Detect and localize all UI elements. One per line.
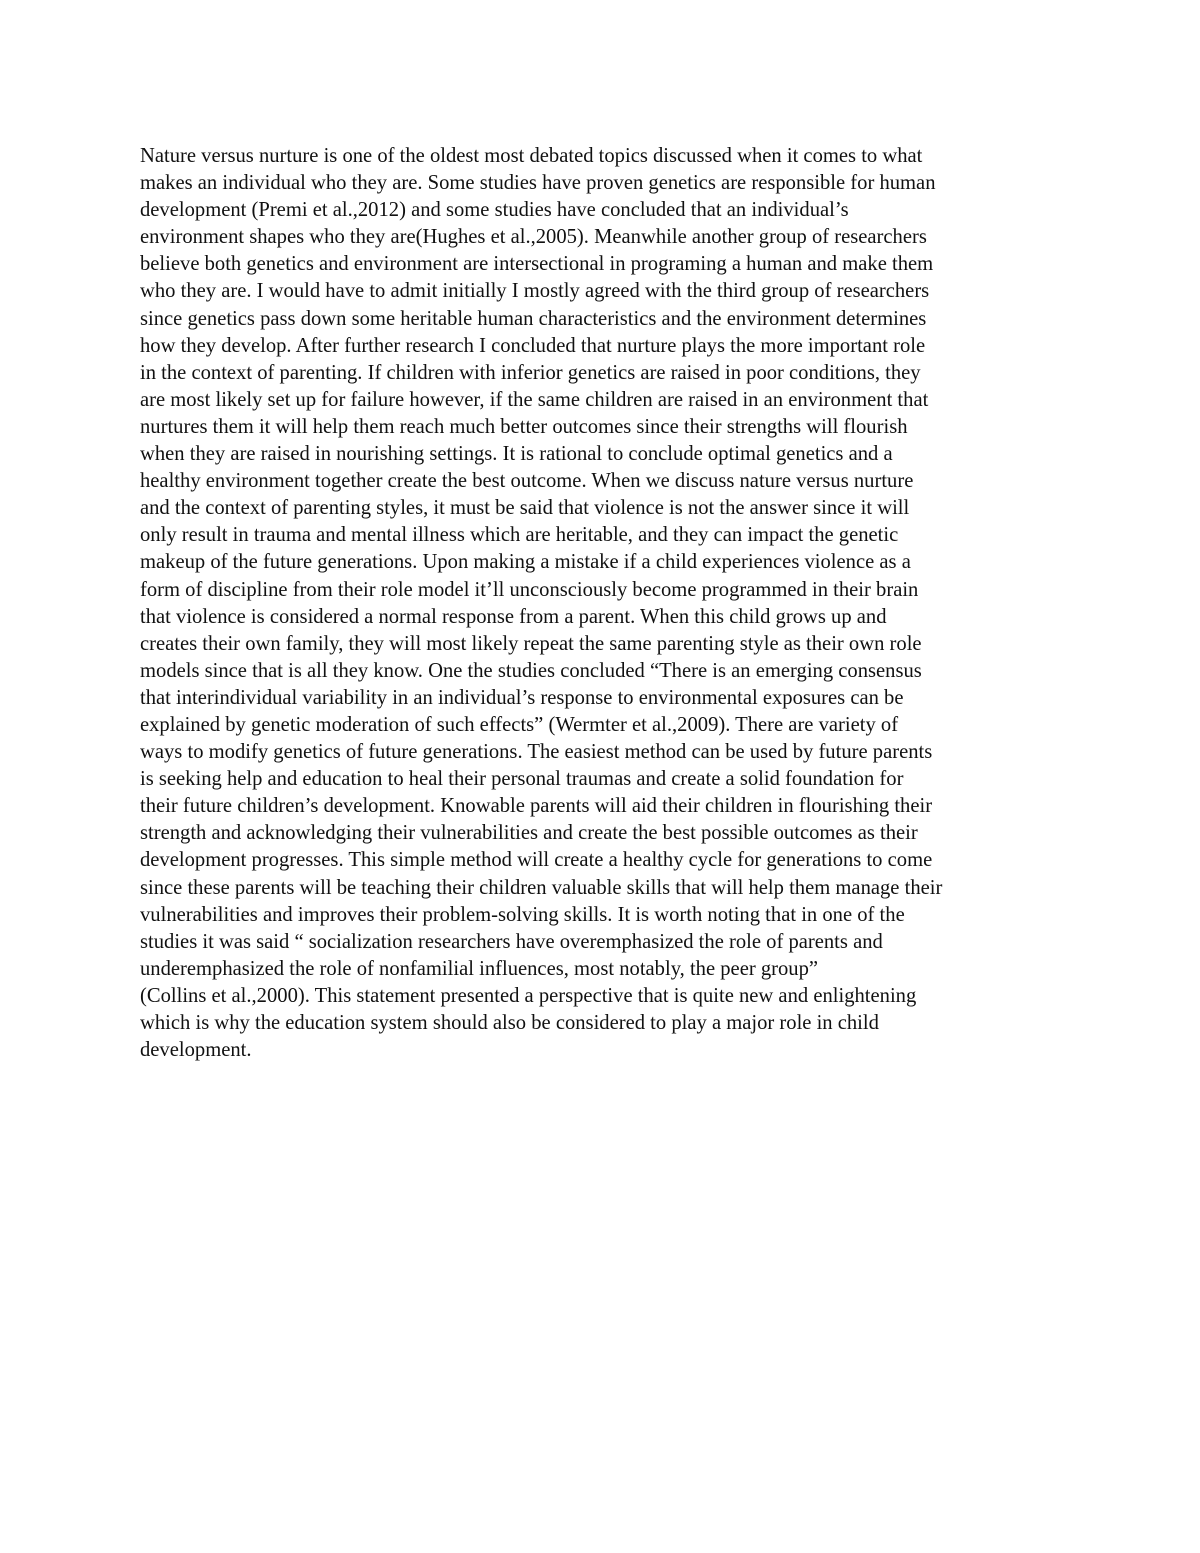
paragraph-line: that violence is considered a normal response from a parent. When this child grows up and: [140, 605, 887, 628]
paragraph-line: ways to modify genetics of future generations. The easiest method can be used by future parents: [140, 741, 933, 764]
paragraph-line: their future children’s development. Knowable parents will aid their children in flourishing their: [140, 795, 933, 818]
paragraph-line: makes an individual who they are. Some studies have proven genetics are responsible for human: [140, 172, 936, 195]
paragraph-line: studies it was said “ socialization researchers have overemphasized the role of parents and: [140, 930, 883, 953]
paragraph-line: creates their own family, they will most likely repeat the same parenting style as their own role: [140, 632, 922, 655]
paragraph-line: in the context of parenting. If children with inferior genetics are raised in poor conditions, they: [140, 361, 921, 384]
paragraph-line: who they are. I would have to admit initially I mostly agreed with the third group of researchers: [140, 280, 930, 303]
paragraph-line: is seeking help and education to heal their personal traumas and create a solid foundation for: [140, 768, 904, 791]
paragraph-line: since these parents will be teaching their children valuable skills that will help them manage their: [140, 876, 943, 899]
paragraph-line: which is why the education system should also be considered to play a major role in child: [140, 1012, 879, 1034]
paragraph-line: only result in trauma and mental illness which are heritable, and they can impact the genetic: [140, 524, 899, 547]
paragraph-line: and the context of parenting styles, it must be said that violence is not the answer since it will: [140, 497, 910, 520]
paragraph-line: underemphasized the role of nonfamilial influences, most notably, the peer group”: [140, 957, 819, 980]
paragraph-line: development progresses. This simple method will create a healthy cycle for generations to come: [140, 849, 933, 872]
paragraph-line: nurtures them it will help them reach much better outcomes since their strengths will flourish: [140, 415, 908, 438]
paragraph-line: vulnerabilities and improves their problem-solving skills. It is worth noting that in one of the: [140, 903, 905, 926]
paragraph-line: believe both genetics and environment are intersectional in programing a human and make them: [140, 253, 934, 276]
paragraph-line: makeup of the future generations. Upon making a mistake if a child experiences violence as a: [140, 551, 911, 574]
paragraph-line: development.: [140, 1039, 252, 1062]
paragraph-line: when they are raised in nourishing settings. It is rational to conclude optimal genetics and a: [140, 443, 893, 466]
paragraph-line: models since that is all they know. One the studies concluded “There is an emerging consensus: [140, 659, 922, 682]
essay-paragraph: [140, 143, 1080, 1064]
paragraph-line: healthy environment together create the best outcome. When we discuss nature versus nurture: [140, 470, 914, 493]
paragraph-line: since genetics pass down some heritable human characteristics and the environment determines: [140, 307, 927, 330]
paragraph-line: explained by genetic moderation of such effects” (Wermter et al.,2009). There are variety of: [140, 713, 899, 736]
paragraph-line: development (Premi et al.,2012) and some studies have concluded that an individual’s: [140, 199, 849, 222]
paragraph-line: are most likely set up for failure however, if the same children are raised in an environment that: [140, 388, 929, 411]
paragraph-line: that interindividual variability in an individual’s response to environmental exposures can be: [140, 686, 904, 709]
paragraph-line: strength and acknowledging their vulnerabilities and create the best possible outcomes as their: [140, 822, 918, 845]
paragraph-line: form of discipline from their role model it’ll unconsciously become programmed in their brain: [140, 578, 919, 601]
paragraph-line: Nature versus nurture is one of the oldest most debated topics discussed when it comes to what: [140, 145, 923, 167]
paragraph-line: environment shapes who they are(Hughes et al.,2005). Meanwhile another group of researchers: [140, 226, 927, 249]
paragraph-line: (Collins et al.,2000). This statement presented a perspective that is quite new and enlightening: [140, 984, 917, 1007]
paragraph-line: how they develop. After further research I concluded that nurture plays the more important role: [140, 334, 926, 357]
